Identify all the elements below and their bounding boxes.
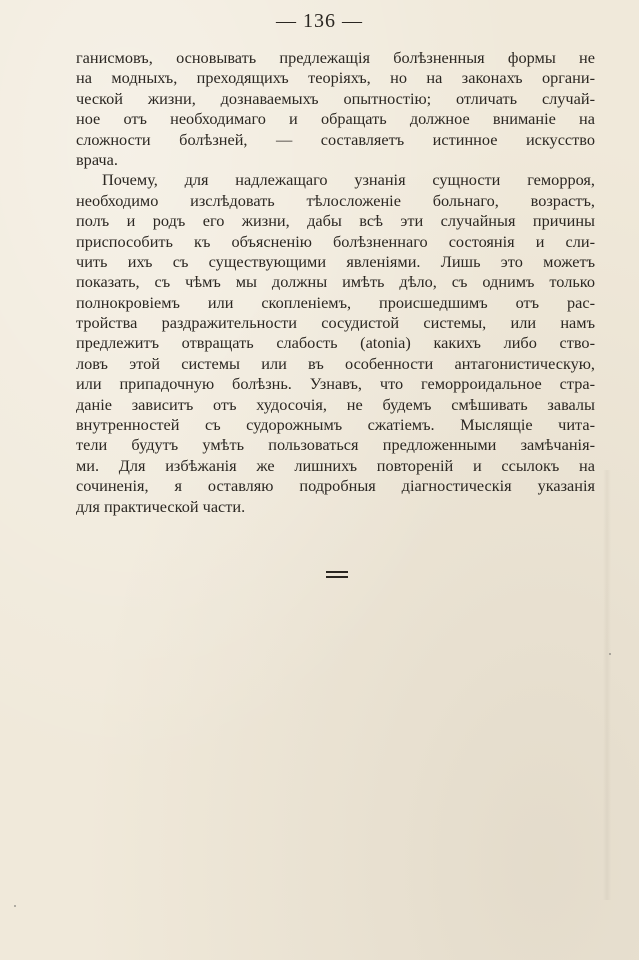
text-line: полнокровіемъ или скопленіемъ, происшедшимъ отъ рас- — [76, 292, 595, 312]
text-line: внутренностей съ судорожнымъ сжатіемъ. Мыслящіе чита- — [76, 415, 595, 435]
text-line: ганисмовъ, основывать предлежащія болѣзненныя формы не — [76, 48, 595, 67]
page-number: — 136 — — [276, 10, 363, 32]
section-separator — [326, 571, 348, 579]
text-line: Почему, для надлежащаго узнанія сущности геморроя, — [102, 170, 595, 190]
text-line: или припадочную болѣзнь. Узнавъ, что геморроидальное стра- — [76, 374, 595, 394]
text-line: тели будутъ умѣть пользоваться предложенными замѣчанія- — [76, 435, 595, 455]
body-text — [76, 48, 595, 517]
paper-speck — [609, 653, 611, 655]
show-through-shadow — [603, 470, 611, 900]
text-line: врача. — [76, 149, 118, 169]
text-line: показать, съ чѣмъ мы должны имѣть дѣло, съ однимъ только — [76, 272, 595, 292]
text-line: для практической части. — [76, 496, 246, 516]
text-line: на модныхъ, преходящихъ теоріяхъ, но на законахъ органи- — [76, 68, 595, 88]
text-line: тройства раздражительности сосудистой системы, или намъ — [76, 313, 595, 333]
text-line: даніе зависитъ отъ худосочія, не будемъ смѣшивать завалы — [76, 394, 595, 414]
text-line: чить ихъ съ существующими явленіями. Лишь это можетъ — [76, 251, 595, 271]
paragraph-2 — [76, 170, 595, 517]
text-line: полъ и родъ его жизни, дабы всѣ эти случайныя причины — [76, 211, 595, 231]
text-line: сочиненія, я оставляю подробныя діагностическія указанія — [76, 476, 595, 496]
text-line: ловъ этой системы или въ особенности антагонистическую, — [76, 353, 595, 373]
text-line: ное отъ необходимаго и обращать должное вниманіе на — [76, 109, 595, 129]
text-line: ческой жизни, дознаваемыхъ опытностію; отличать случай- — [76, 88, 595, 108]
text-line: предлежитъ отвращать слабость (atonia) какихъ либо ство- — [76, 333, 595, 353]
text-line: необходимо изслѣдовать тѣлосложеніе больнаго, возрастъ, — [76, 190, 595, 210]
paper-speck — [14, 905, 16, 907]
paragraph-1 — [76, 48, 595, 170]
text-line: приспособить къ объясненію болѣзненнаго состоянія и сли- — [76, 231, 595, 251]
text-line: ми. Для избѣжанія же лишнихъ повтореній и ссылокъ на — [76, 455, 595, 475]
text-line: сложности болѣзней, — составляетъ истинное искусство — [76, 129, 595, 149]
